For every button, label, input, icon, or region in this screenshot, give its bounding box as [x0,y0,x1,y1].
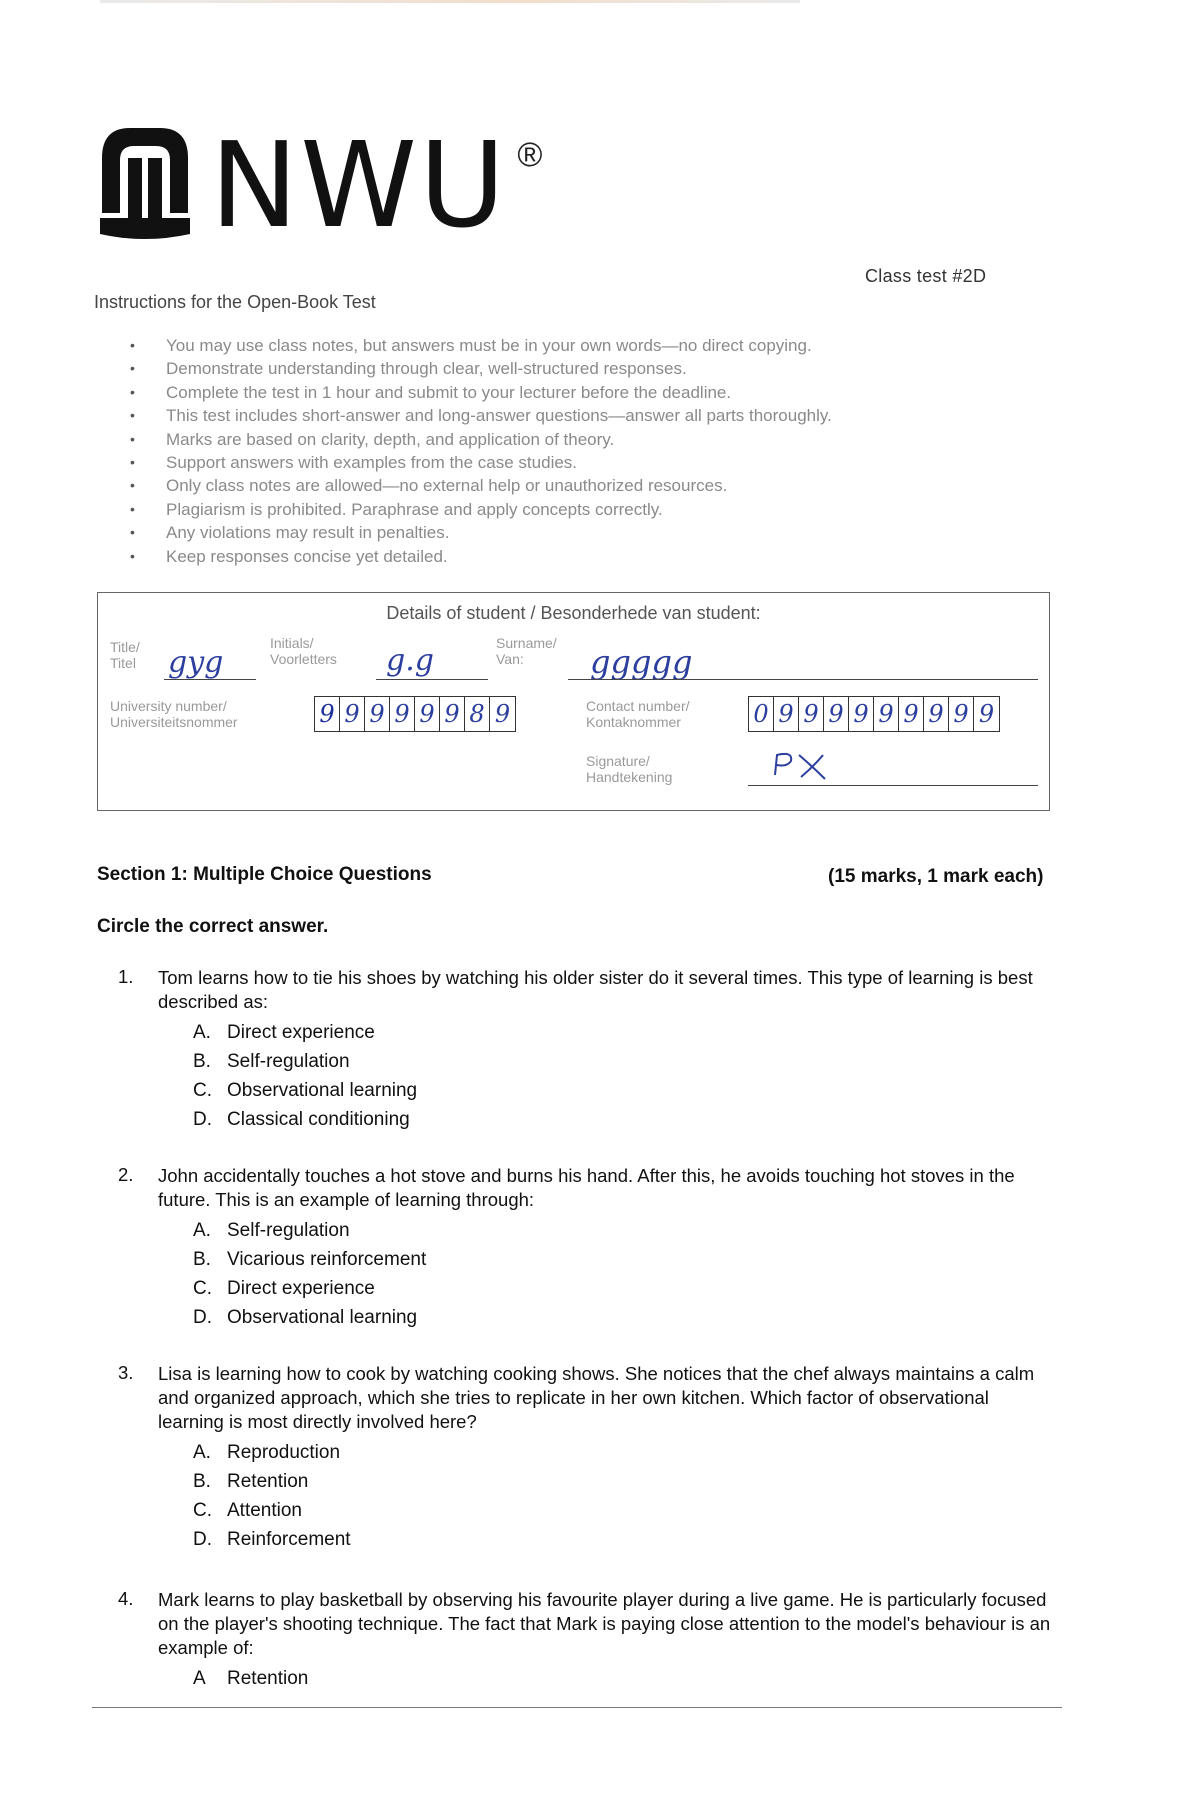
option-list [193,1216,1058,1332]
class-test-label: Class test #2D [865,266,987,286]
answer-option[interactable] [193,1664,1058,1693]
signature-label-af: Handtekening [586,769,673,785]
instruction-item: • Any violations may result in penalties. [130,521,832,544]
section-marks: (15 marks, 1 mark each) [828,866,1044,887]
digit-box[interactable]: 9 [849,697,874,731]
digit-box[interactable]: 0 [749,697,774,731]
signature-label-en: Signature/ [586,753,650,769]
digit-box[interactable]: 9 [874,697,899,731]
digit-box[interactable]: 9 [799,697,824,731]
digit-box[interactable]: 9 [949,697,974,731]
nwu-logo [90,116,543,254]
digit-box[interactable]: 9 [774,697,799,731]
initials-underline [376,679,488,680]
signature-label [586,753,672,785]
digit-box[interactable]: 9 [494,700,511,728]
question-number: 4. [118,1588,134,1609]
digit-box[interactable]: 9 [440,697,465,731]
digit-box[interactable]: 9 [978,700,995,728]
option-letter: A. [193,1220,211,1241]
digit-box[interactable]: 9 [365,697,390,731]
contact-number-field[interactable] [748,696,1000,732]
surname-underline [568,679,1038,680]
student-details-box [97,592,1050,811]
title-label-en: Title/ [110,639,140,655]
option-letter: C. [193,1080,212,1101]
answer-option[interactable] [193,1303,1058,1332]
surname-label-en: Surname/ [496,635,557,651]
digit-box[interactable]: 8 [465,697,490,731]
nwu-emblem-icon [90,118,200,248]
university-label-en: University number/ [110,698,227,714]
option-text: Retention [227,1668,309,1689]
question-2 [118,1164,1058,1332]
signature-underline [748,785,1038,786]
answer-option[interactable] [193,1525,1058,1554]
instruction-item: • Complete the test in 1 hour and submit to your lecturer before the deadline. [130,381,832,404]
question-number: 2. [118,1164,134,1185]
option-text: Reproduction [227,1442,341,1463]
answer-option[interactable] [193,1467,1058,1496]
digit-box[interactable]: 9 [899,697,924,731]
option-letter: C. [193,1278,212,1299]
answer-option[interactable] [193,1047,1058,1076]
answer-option[interactable] [193,1105,1058,1134]
option-letter: D. [193,1109,212,1130]
option-text: Reinforcement [227,1529,351,1550]
digit-box[interactable]: 9 [924,697,949,731]
signature-field[interactable] [763,745,843,785]
question-text: John accidentally touches a hot stove and burns his hand. After this, he avoids touching hot stoves in the future. This is an example of learning through: [158,1165,1015,1210]
digit-box[interactable]: 9 [824,697,849,731]
initials-field[interactable]: g.g [386,643,434,678]
option-letter: B. [193,1249,211,1270]
option-text: Self-regulation [227,1220,350,1241]
question-text: Mark learns to play basketball by observing his favourite player during a live game. He is particularly focused on the player's shooting technique. The fact that Mark is paying close attention to the model's behaviour is an example of: [158,1589,1051,1658]
question-text: Lisa is learning how to cook by watching cooking shows. She notices that the chef always maintains a calm and organized approach, which she tries to replicate in her own kitchen. Which factor of observational learning is most directly involved here? [158,1363,1035,1432]
option-letter: B. [193,1471,211,1492]
instruction-item: • Keep responses concise yet detailed. [130,545,832,568]
option-text: Observational learning [227,1080,418,1101]
surname-field[interactable]: ggggg [590,643,693,681]
option-letter: A. [193,1022,211,1043]
student-details-heading: Details of student / Besonderhede van student: [386,603,761,623]
option-text: Retention [227,1471,309,1492]
instruction-item: • This test includes short-answer and long-answer questions—answer all parts thoroughly. [130,404,832,427]
instruction-item: • Marks are based on clarity, depth, and application of theory. [130,428,832,451]
answer-option[interactable] [193,1496,1058,1525]
answer-option[interactable] [193,1274,1058,1303]
instruction-item: • Only class notes are allowed—no external help or unauthorized resources. [130,474,832,497]
answer-option[interactable] [193,1018,1058,1047]
initials-label [270,635,337,667]
title-underline [164,679,256,680]
instruction-item: • Demonstrate understanding through clear, well-structured responses. [130,357,832,380]
instruction-item: • Support answers with examples from the case studies. [130,451,832,474]
title-label [110,639,140,671]
page-bottom-rule [92,1707,1062,1708]
university-number-field[interactable] [314,696,516,732]
question-1 [118,966,1058,1134]
option-letter: A [193,1668,206,1689]
university-number-label [110,698,238,730]
option-list [193,1438,1058,1554]
option-text: Classical conditioning [227,1109,410,1130]
answer-option[interactable] [193,1245,1058,1274]
instructions-list [130,334,832,568]
option-letter: A. [193,1442,211,1463]
title-label-af: Titel [110,655,136,671]
option-text: Direct experience [227,1022,375,1043]
option-list [193,1664,1058,1693]
digit-box[interactable]: 9 [315,697,340,731]
digit-box[interactable]: 9 [415,697,440,731]
question-number: 1. [118,966,134,987]
option-letter: D. [193,1307,212,1328]
answer-option[interactable] [193,1076,1058,1105]
question-number: 3. [118,1362,134,1383]
surname-label [496,635,557,667]
brand-name: NWU [210,116,508,254]
option-text: Vicarious reinforcement [227,1249,427,1270]
section-title: Section 1: Multiple Choice Questions [97,864,432,885]
option-text: Observational learning [227,1307,418,1328]
digit-box[interactable]: 9 [340,697,365,731]
instruction-item: • You may use class notes, but answers must be in your own words—no direct copying. [130,334,832,357]
option-letter: D. [193,1529,212,1550]
title-field[interactable]: gyg [168,645,224,680]
instructions-title: Instructions for the Open-Book Test [94,292,376,312]
question-4 [118,1588,1058,1693]
paper-edge [100,0,800,3]
university-label-af: Universiteitsnommer [110,714,238,730]
question-text: Tom learns how to tie his shoes by watching his older sister do it several times. This type of learning is best described as: [158,967,1033,1012]
contact-label-en: Contact number/ [586,698,690,714]
registered-mark: ® [517,136,543,174]
option-text: Self-regulation [227,1051,350,1072]
question-3 [118,1362,1058,1554]
contact-label-af: Kontaknommer [586,714,681,730]
answer-option[interactable] [193,1216,1058,1245]
option-text: Direct experience [227,1278,375,1299]
option-list [193,1018,1058,1134]
option-text: Attention [227,1500,302,1521]
surname-label-af: Van: [496,651,524,667]
section-instruction: Circle the correct answer. [97,916,329,937]
answer-option[interactable] [193,1438,1058,1467]
initials-label-af: Voorletters [270,651,337,667]
contact-number-label [586,698,690,730]
initials-label-en: Initials/ [270,635,314,651]
digit-box[interactable]: 9 [390,697,415,731]
instruction-item: • Plagiarism is prohibited. Paraphrase and apply concepts correctly. [130,498,832,521]
option-letter: C. [193,1500,212,1521]
option-letter: B. [193,1051,211,1072]
